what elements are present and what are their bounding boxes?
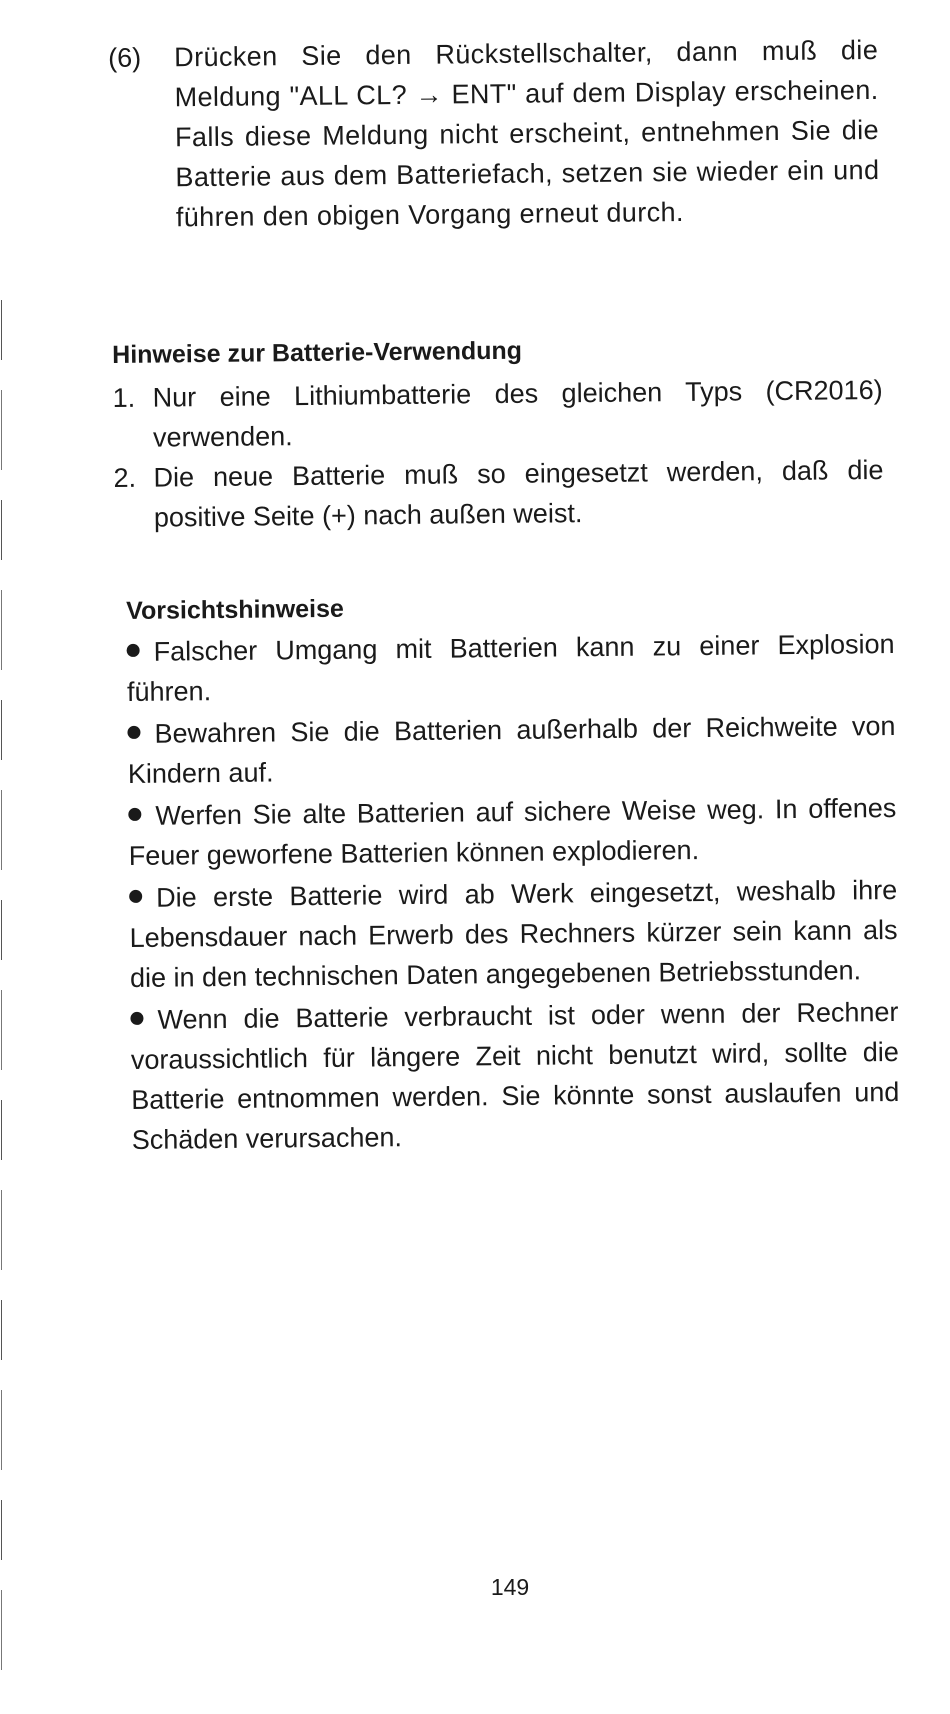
battery-note-item — [112, 370, 883, 458]
battery-note-text: Die neue Batterie muß so eingesetzt werden, daß die positive Seite (+) nach außen weist. — [153, 454, 884, 533]
precaution-item — [128, 788, 897, 876]
battery-note-number: 2. — [113, 462, 137, 493]
page-number: 149 — [490, 1574, 530, 1600]
bullet-dot-icon — [130, 1012, 143, 1025]
step-number: (6) — [108, 42, 142, 73]
battery-note-text: Nur eine Lithiumbatterie des gleichen Typs (CR2016) verwenden. — [152, 374, 883, 453]
precaution-item — [127, 706, 896, 794]
battery-note-item — [113, 450, 884, 538]
precaution-item — [126, 624, 895, 712]
precaution-text: Falscher Umgang mit Batterien kann zu einer Explosion führen. — [126, 628, 895, 707]
battery-note-number: 1. — [112, 382, 136, 413]
precautions-heading: Vorsichtshinweise — [126, 594, 345, 625]
bullet-dot-icon — [129, 890, 142, 903]
precautions-section — [126, 584, 900, 1162]
precaution-text: Werfen Sie alte Batterien auf sichere Weise weg. In offenes Feuer geworfene Batterien können explodieren. — [128, 792, 897, 871]
step-text: Drücken Sie den Rückstellschalter, dann muß die Meldung "ALL CL? → ENT" auf dem Display erscheinen. Falls diese Meldung nicht erscheint, entnehmen Sie die Batterie aus dem Batteriefach, setzen sie wieder ein und führen den obigen Vorgang erneut durch. — [174, 34, 880, 233]
bullet-dot-icon — [127, 726, 140, 739]
step-6 — [108, 30, 880, 238]
precaution-text: Wenn die Batterie verbraucht ist oder wenn der Rechner voraussichtlich für längere Zeit nicht benutzt wird, sollte die Batterie entnommen werden. Sie könnte sonst auslaufen und Schäden verursachen. — [130, 996, 900, 1155]
bullet-dot-icon — [128, 808, 141, 821]
precautions-list — [126, 624, 899, 1160]
battery-notes-heading: Hinweise zur Batterie-Verwendung — [112, 336, 523, 369]
precaution-text: Bewahren Sie die Batterien außerhalb der Reichweite von Kindern auf. — [127, 710, 896, 789]
battery-notes-list — [112, 370, 884, 538]
battery-notes-section — [112, 328, 884, 538]
precaution-item — [130, 992, 900, 1160]
precaution-text: Die erste Batterie wird ab Werk eingesetzt, weshalb ihre Lebensdauer nach Erwerb des Rechners kürzer sein kann als die in den technischen Daten angegebenen Betriebsstunden. — [129, 874, 898, 993]
precaution-item — [129, 870, 898, 998]
bullet-dot-icon — [127, 644, 140, 657]
